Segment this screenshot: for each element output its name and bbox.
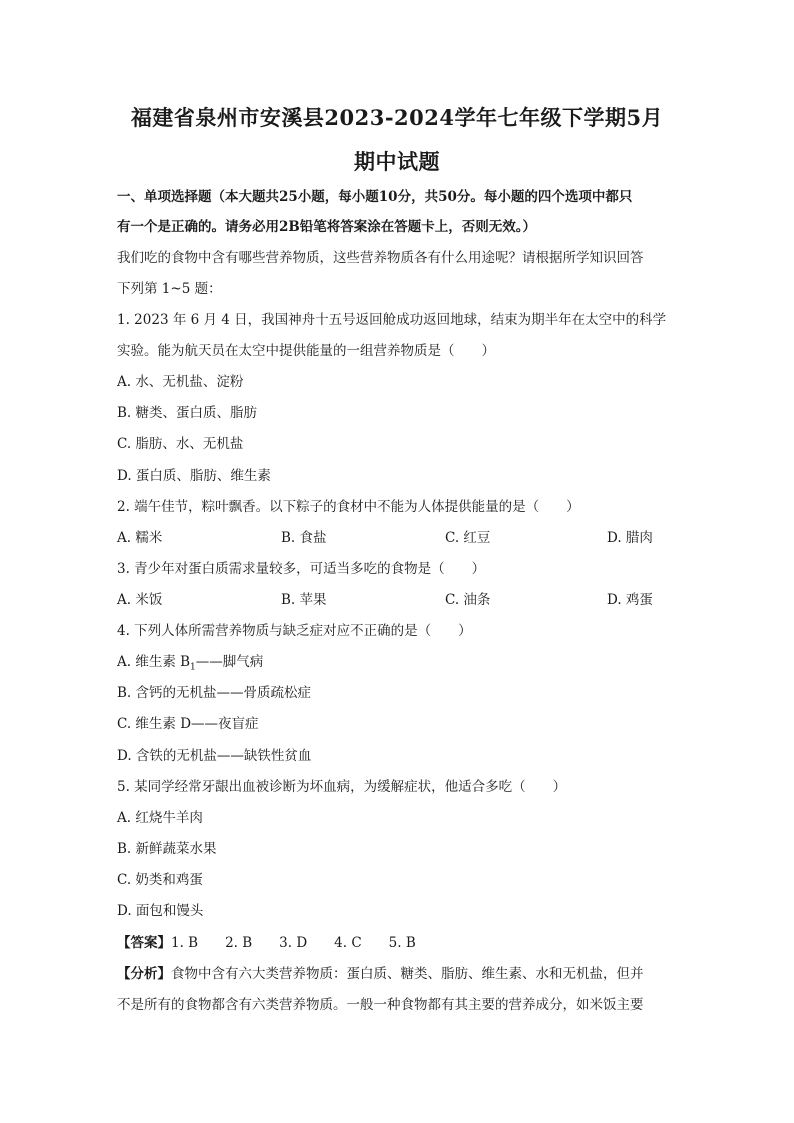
question-2-option-c: C. 红豆 <box>445 530 491 546</box>
question-5-option-d: D. 面包和馒头 <box>117 903 204 919</box>
question-4-option-a-prefix: A. 维生素 B <box>117 654 191 670</box>
question-2: 2. 端午佳节，粽叶飘香。以下粽子的食材中不能为人体提供能量的是（ ） <box>117 499 580 515</box>
question-1-option-c: C. 脂肪、水、无机盐 <box>117 436 244 452</box>
question-2-option-a: A. 糯米 <box>117 530 163 546</box>
question-2-option-d: D. 腊肉 <box>607 530 653 546</box>
question-1-option-b: B. 糖类、蛋白质、脂肪 <box>117 405 258 421</box>
question-3-option-d: D. 鸡蛋 <box>607 592 653 608</box>
analysis-text-1: 食物中含有六大类营养物质：蛋白质、糖类、脂肪、维生素、水和无机盐，但并 <box>171 966 644 982</box>
answer-text: 1. B 2. B 3. D 4. C 5. B <box>171 935 416 951</box>
intro-line-2: 下列第 1~5 题： <box>117 281 222 297</box>
question-3-option-c: C. 油条 <box>445 592 491 608</box>
question-1-option-a: A. 水、无机盐、淀粉 <box>117 374 244 390</box>
question-4-option-a-suffix: ——脚气病 <box>195 654 264 670</box>
question-1-line-2: 实验。能为航天员在太空中提供能量的一组营养物质是（ ） <box>117 343 495 359</box>
question-5-option-a: A. 红烧牛羊肉 <box>117 810 203 826</box>
page-title-line-2: 期中试题 <box>354 149 440 174</box>
question-5-option-c: C. 奶类和鸡蛋 <box>117 872 203 888</box>
question-4-option-a <box>117 652 677 678</box>
analysis-label: 【分析】 <box>117 966 171 982</box>
question-4-option-a-subscript: 1 <box>190 662 196 673</box>
question-3-option-b: B. 苹果 <box>281 592 327 608</box>
section-heading-line-2: 有一个是正确的。请务必用2B铅笔将答案涂在答题卡上，否则无效。） <box>117 219 537 235</box>
question-1-line-1: 1. 2023 年 6 月 4 日，我国神舟十五号返回舱成功返回地球，结束为期半年在太空中的科学 <box>117 312 667 328</box>
question-4-option-b: B. 含钙的无机盐——骨质疏松症 <box>117 685 312 701</box>
answer-line <box>117 933 677 953</box>
analysis-line-1 <box>117 964 677 984</box>
question-3-option-a: A. 米饭 <box>117 592 163 608</box>
question-1-option-d: D. 蛋白质、脂肪、维生素 <box>117 468 271 484</box>
question-3: 3. 青少年对蛋白质需求量较多，可适当多吃的食物是（ ） <box>117 561 486 577</box>
question-5: 5. 某同学经常牙龈出血被诊断为坏血病，为缓解症状，他适合多吃（ ） <box>117 779 567 795</box>
question-4-option-c: C. 维生素 D——夜盲症 <box>117 716 259 732</box>
answer-label: 【答案】 <box>117 935 171 951</box>
section-heading-line-1: 一、单项选择题（本大题共25小题，每小题10分，共50分。每小题的四个选项中都只 <box>117 189 633 205</box>
analysis-line-2: 不是所有的食物都含有六类营养物质。一般一种食物都有其主要的营养成分，如米饭主要 <box>117 997 644 1013</box>
question-4-option-d: D. 含铁的无机盐——缺铁性贫血 <box>117 748 312 764</box>
question-4: 4. 下列人体所需营养物质与缺乏症对应不正确的是（ ） <box>117 623 472 639</box>
page-title-line-1: 福建省泉州市安溪县2023-2024学年七年级下学期5月 <box>130 105 664 130</box>
question-5-option-b: B. 新鲜蔬菜水果 <box>117 841 217 857</box>
question-2-option-b: B. 食盐 <box>281 530 327 546</box>
intro-line-1: 我们吃的食物中含有哪些营养物质，这些营养物质各有什么用途呢？请根据所学知识回答 <box>117 250 644 266</box>
